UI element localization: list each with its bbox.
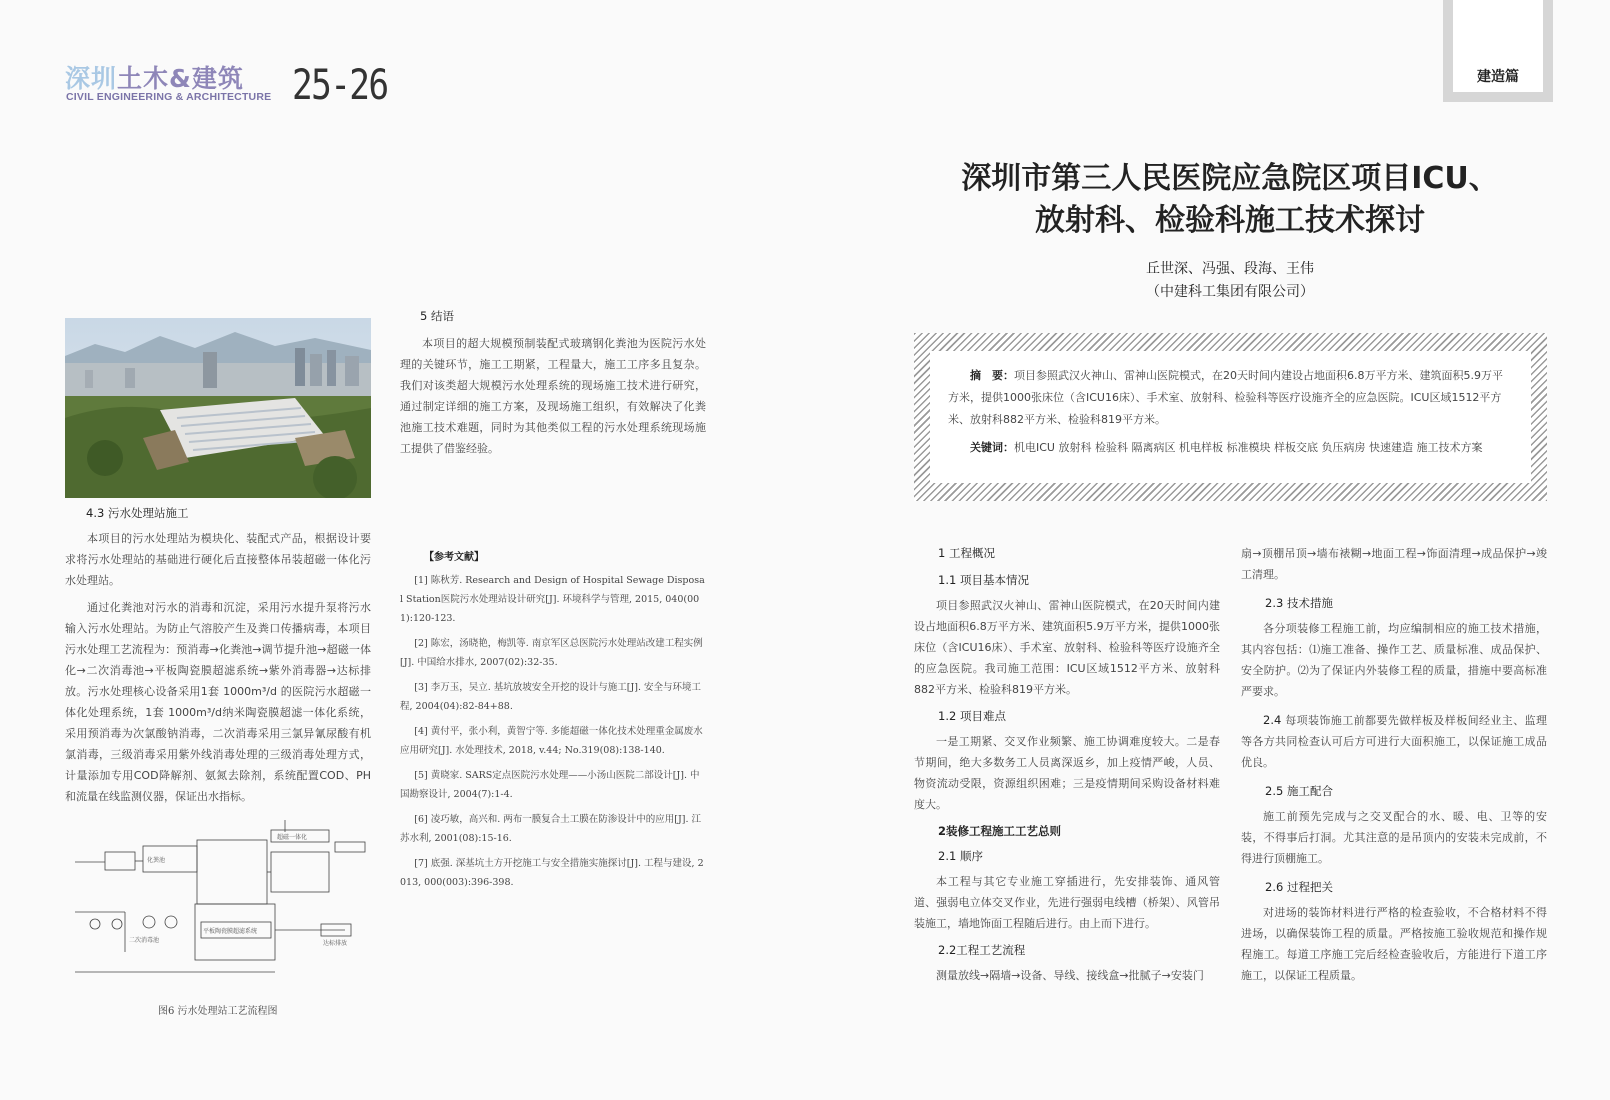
section-5-heading: 5 结语	[420, 309, 454, 323]
abstract	[948, 365, 1513, 431]
section-1-1-heading: 1.1 项目基本情况	[938, 573, 1029, 587]
abstract-box	[914, 333, 1547, 501]
section-2-4-heading: 2.4	[1263, 713, 1282, 727]
title-line-1: 深圳市第三人民医院应急院区项目ICU、	[961, 161, 1499, 196]
section-4-3	[88, 503, 371, 528]
diagram-label-e: 达标排放	[323, 940, 348, 947]
keywords	[948, 437, 1513, 459]
right-column-1	[914, 543, 1220, 986]
paragraph: 各分项装修工程施工前，均应编制相应的施工技术措施，其内容包括：⑴施工准备、操作工艺、质量标准、成品保护、安全防护。⑵为了保证内外装修工程的质量，措施中要高标准严要求。	[1241, 622, 1547, 698]
title-line-2: 放射科、检验科施工技术探讨	[1035, 203, 1425, 238]
section-4-3-body	[65, 528, 371, 807]
article-title	[940, 158, 1520, 242]
section-2-3-heading: 2.3 技术措施	[1265, 596, 1333, 610]
keywords-label: 关键词：	[970, 441, 1014, 454]
abstract-text: 项目参照武汉火神山、雷神山医院模式，在20天时间内建设占地面积6.8万平方米、建筑面积5.9万平方米，提供1000张床位（含ICU16床）、手术室、放射科、检验科等医疗设施齐全的应急医院。ICU区域1512平方米、放射科882平方米、检验科819平方米。	[948, 369, 1503, 426]
diagram-label-b: 平板陶瓷膜超滤系统	[203, 928, 258, 935]
abstract-content	[930, 351, 1531, 483]
diagram-label-c: 二次消毒池	[129, 937, 160, 944]
reference-item: [5] 黄晓家. SARS定点医院污水处理——小汤山医院二部设计[J]. 中国勘察设计, 2004(7):1-4.	[400, 770, 700, 800]
sewage-process-flow-diagram	[65, 812, 371, 992]
paragraph: 通过化粪池对污水的消毒和沉淀，采用污水提升泵将污水输入污水处理站。为防止气溶胶产生及粪口传播病毒，本项目污水处理工艺流程为：预消毒→化粪池→调节提升池→超磁一体化→二次消毒池→平板陶瓷膜超滤系统→紫外消毒器→达标排放。污水处理核心设备采用1套 1000m³/d 的医院污水超磁一体化处理系统，1套 1000m³/d纳米陶瓷膜超滤一体化系统，采用预消毒为次氯酸钠消毒，二次消毒采用三氯异氰尿酸有机氯消毒，三级消毒采用紫外线消毒处理的三级消毒处理方式，计量添加专用COD降解剂、氨氮去除剂，系统配置COD、PH和流量在线监测仪器，保证出水指标。	[65, 601, 371, 803]
page-numbers: 25-26	[292, 60, 388, 109]
section-1-2-heading: 1.2 项目难点	[938, 709, 1006, 723]
paragraph: 扇→顶棚吊顶→墙布裱糊→地面工程→饰面清理→成品保护→竣工清理。	[1241, 547, 1547, 581]
reference-item: [3] 李万玉，吴立. 基坑放坡安全开挖的设计与施工[J]. 安全与环境工程, 2004(04):82-84+88.	[400, 682, 702, 712]
section-tab	[1443, 0, 1553, 102]
section-1-heading: 1 工程概况	[938, 546, 995, 560]
section-2-2-heading: 2.2工程工艺流程	[938, 943, 1026, 957]
paragraph: 本工程与其它专业施工穿插进行，先安排装饰、通风管道、强弱电立体交叉作业，先进行强弱电线槽（桥架）、风管吊装施工，墙地饰面工程随后进行。由上而下进行。	[914, 875, 1220, 930]
section-2-1-heading: 2.1 顺序	[938, 849, 983, 863]
reference-item: [4] 黄付平，张小利，黄智宁等. 多能超磁一体化技术处理重金属废水应用研究[J]. 水处理技术, 2018, v.44; No.319(08):138-140.	[400, 726, 703, 756]
paragraph: 施工前预先完成与之交叉配合的水、暖、电、卫等的安装，不得事后打洞。尤其注意的是吊顶内的安装未完成前，不得进行顶棚施工。	[1241, 810, 1547, 865]
section-tab-label: 建造篇	[1477, 69, 1519, 85]
keywords-text: 机电ICU 放射科 检验科 隔离病区 机电样板 标准模块 样板交底 负压病房 快速建造 施工技术方案	[1014, 441, 1483, 454]
flow-diagram-svg	[65, 812, 371, 992]
reference-item: [6] 凌巧敏，高兴和. 两布一膜复合土工膜在防渗设计中的应用[J]. 江苏水利, 2001(08):15-16.	[400, 814, 702, 844]
masthead-subtitle: CIVIL ENGINEERING & ARCHITECTURE	[66, 91, 272, 103]
paragraph: 项目参照武汉火神山、雷神山医院模式，在20天时间内建设占地面积6.8万平方米、建筑面积5.9万平方米，提供1000张床位（含ICU16床）、手术室、放射科、检验科等医疗设施齐全的应急医院。我司施工范围：ICU区域1512平方米、放射科882平方米、检验科819平方米。	[914, 599, 1220, 696]
paragraph: 本项目的污水处理站为模块化、装配式产品，根据设计要求将污水处理站的基础进行硬化后直接整体吊装超磁一体化污水处理站。	[65, 532, 371, 587]
paragraph: 对进场的装饰材料进行严格的检查验收，不合格材料不得进场，以确保装饰工程的质量。严格按施工验收规范和操作规程施工。每道工序施工完后经检查验收后，方能进行下道工序施工，以保证工程质量。	[1241, 906, 1547, 982]
section-2-4	[1241, 710, 1547, 773]
reference-item: [1] 陈秋芳. Research and Design of Hospital Sewage Disposal Station医院污水处理站设计研究[J]. 环境科学与管理, 2015, 040(001):120-123.	[400, 575, 705, 624]
photo-illustration	[65, 318, 371, 498]
reference-item: [2] 陈宏，汤晓艳，梅凯等. 南京军区总医院污水处理站改建工程实例[J]. 中国给水排水, 2007(02):32-35.	[400, 638, 703, 668]
figure-caption: 图6 污水处理站工艺流程图	[158, 1006, 278, 1017]
section-2-6-heading: 2.6 过程把关	[1265, 880, 1333, 894]
section-4-3-heading: 4.3 污水处理站施工	[86, 506, 189, 520]
reference-item: [7] 底强. 深基坑土方开挖施工与安全措施实施探讨[J]. 工程与建设, 2013, 000(003):396-398.	[400, 858, 704, 888]
references-heading: 【参考文献】	[424, 552, 484, 563]
section-5	[400, 306, 706, 459]
paragraph: 一是工期紧、交叉作业频繁、施工协调难度较大。二是春节期间，绝大多数务工人员离深返乡，加上疫情严峻，人员、物资流动受限，资源组织困难；三是疫情期间采购设备材料难度大。	[914, 735, 1220, 811]
hospital-construction-aerial-photo	[65, 318, 371, 498]
section-2-heading: 2装修工程施工工艺总则	[938, 824, 1062, 838]
paragraph: 测量放线→隔墙→设备、导线、接线盒→批腻子→安装门	[936, 969, 1204, 982]
section-2-4-text: 每项装饰施工前都要先做样板及样板间经业主、监理等各方共同检查认可后方可进行大面积施工，以保证施工成品优良。	[1241, 714, 1548, 769]
authors: 丘世深、冯强、段海、王伟	[1146, 261, 1314, 277]
right-column-2	[1241, 543, 1547, 986]
paragraph: 本项目的超大规模预制装配式玻璃钢化粪池为医院污水处理的关键环节，施工工期紧，工程量大，施工工序多且复杂。我们对该类超大规模污水处理系统的现场施工技术进行研究，通过制定详细的施工方案，及现场施工组织，有效解决了化粪池施工技术难题，同时为其他类似工程的污水处理系统现场施工提供了借鉴经验。	[400, 337, 706, 455]
abstract-label: 摘 要：	[970, 369, 1014, 382]
masthead-logo: 深圳土木&建筑	[65, 64, 244, 93]
affiliation: （中建科工集团有限公司）	[1146, 284, 1314, 300]
references	[400, 548, 706, 898]
diagram-label-d: 化粪池	[147, 857, 166, 864]
section-2-5-heading: 2.5 施工配合	[1265, 784, 1333, 798]
diagram-label-a: 超磁一体化	[277, 834, 308, 841]
